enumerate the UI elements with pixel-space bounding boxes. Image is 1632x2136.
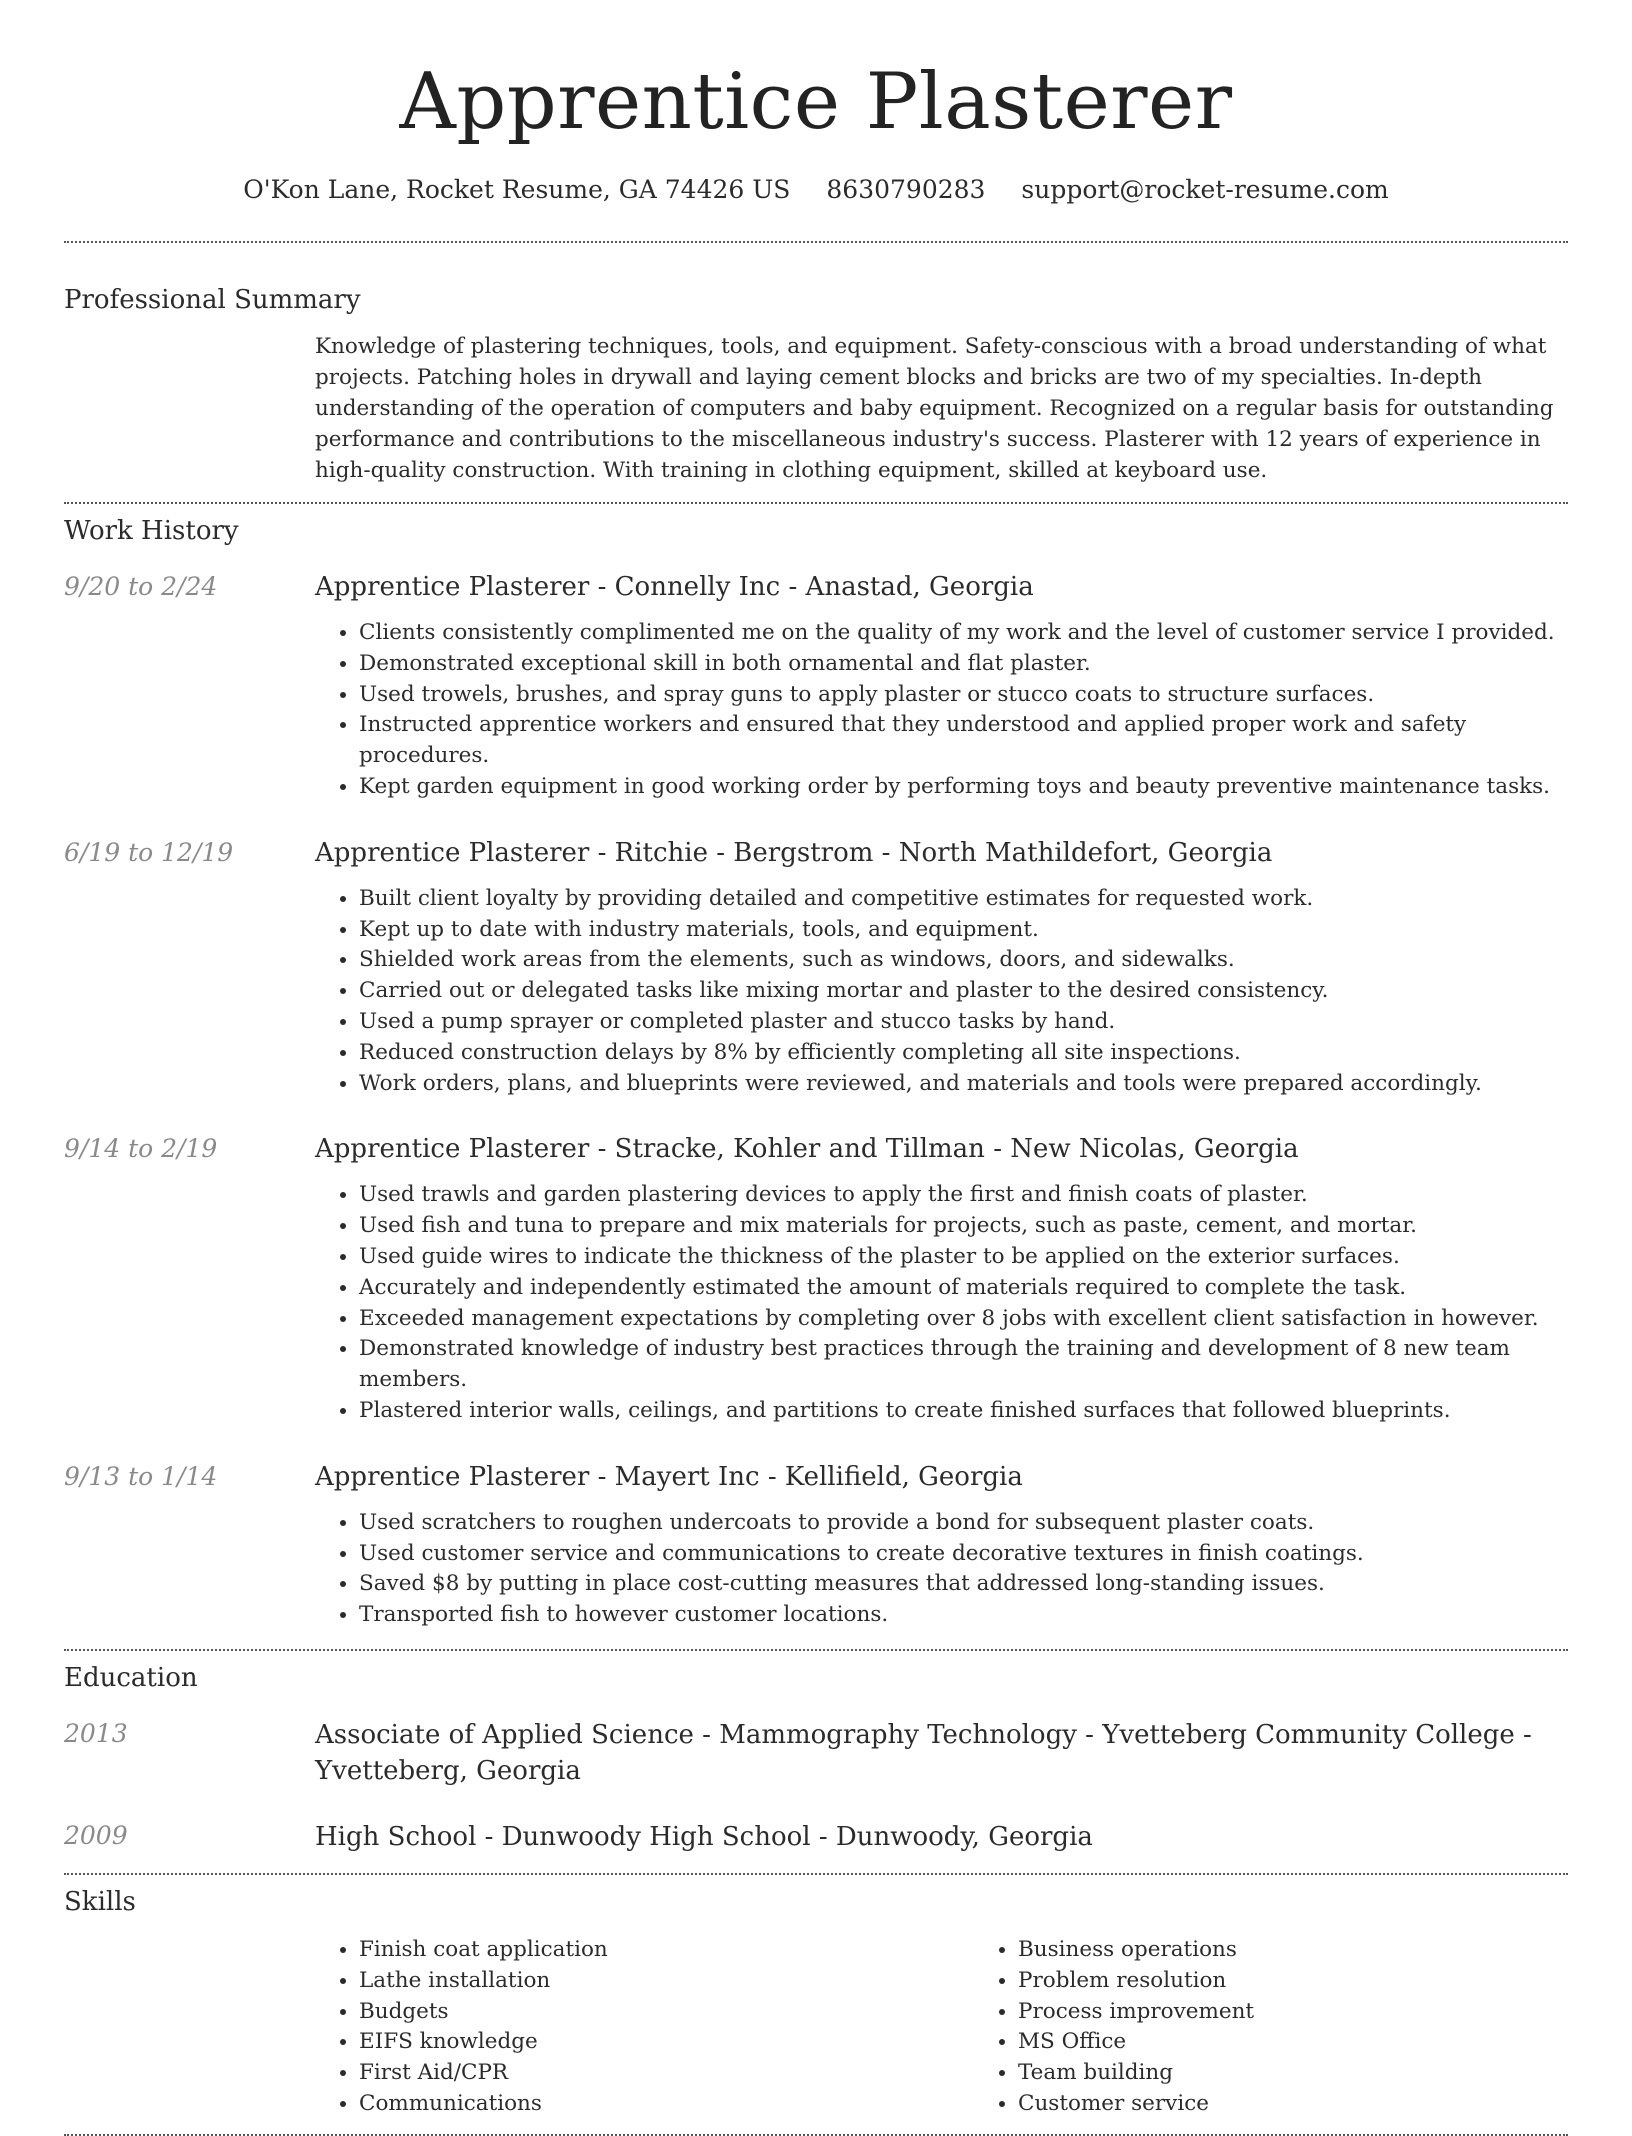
- skill-item: • Communications: [359, 2089, 974, 2120]
- education-entry: [64, 1819, 1568, 1855]
- job-dates: 6/19 to 12/19: [64, 837, 234, 867]
- resume-page: [64, 0, 1568, 2136]
- list-item: • Instructed apprentice workers and ensured that they understood and applied proper work and safety procedures.: [359, 710, 1568, 772]
- contact-phone: 8630790283: [826, 175, 986, 204]
- list-item: • Accurately and independently estimated the amount of materials required to complete the task.: [359, 1273, 1568, 1304]
- skills-spacer: [64, 1935, 315, 2120]
- section-heading-skills: Skills: [64, 1886, 136, 1917]
- list-item: • Built client loyalty by providing detailed and competitive estimates for requested work.: [359, 884, 1568, 915]
- list-item: • Work orders, plans, and blueprints were reviewed, and materials and tools were prepared accordingly.: [359, 1069, 1568, 1100]
- divider: [64, 1649, 1568, 1651]
- skill-item: • MS Office: [1018, 2027, 1632, 2058]
- list-item: • Saved $8 by putting in place cost-cutting measures that addressed long-standing issues.: [359, 1569, 1568, 1600]
- resume-name: Apprentice Plasterer: [399, 57, 1233, 147]
- skill-item: • Business operations: [1018, 1935, 1632, 1966]
- list-item: • Plastered interior walls, ceilings, and partitions to create finished surfaces that followed blueprints.: [359, 1396, 1568, 1427]
- divider: [64, 502, 1568, 504]
- education-title: Associate of Applied Science - Mammography Technology - Yvetteberg Community College - Yvetteberg, Georgia: [315, 1719, 1532, 1786]
- job-entry: [64, 1132, 1568, 1426]
- skills-list-left: [315, 1935, 974, 2120]
- section-heading-education: Education: [64, 1662, 198, 1693]
- skills-grid: [315, 1935, 1632, 2120]
- list-item: • Demonstrated knowledge of industry best practices through the training and development of 8 new team members.: [359, 1334, 1568, 1396]
- job-title: Apprentice Plasterer - Ritchie - Bergstrom - North Mathildefort, Georgia: [315, 837, 1273, 868]
- job-bullets: [315, 618, 1568, 803]
- job-bullets: [315, 1508, 1568, 1631]
- list-item: • Used guide wires to indicate the thickness of the plaster to be applied on the exterior surfaces.: [359, 1242, 1568, 1273]
- contact-line: [64, 174, 1568, 206]
- list-item: • Used fish and tuna to prepare and mix materials for projects, such as paste, cement, and mortar.: [359, 1211, 1568, 1242]
- list-item: • Transported fish to however customer locations.: [359, 1600, 1568, 1631]
- divider: [64, 241, 1568, 243]
- job-bullets: [315, 884, 1568, 1100]
- list-item: • Carried out or delegated tasks like mixing mortar and plaster to the desired consistency.: [359, 976, 1568, 1007]
- job-dates: 9/13 to 1/14: [64, 1461, 218, 1491]
- job-entry: [64, 836, 1568, 1100]
- job-bullets: [315, 1180, 1568, 1426]
- list-item: • Reduced construction delays by 8% by efficiently completing all site inspections.: [359, 1038, 1568, 1069]
- job-title: Apprentice Plasterer - Connelly Inc - Anastad, Georgia: [315, 572, 1034, 602]
- skill-item: • Finish coat application: [359, 1935, 974, 1966]
- list-item: • Used a pump sprayer or completed plaster and stucco tasks by hand.: [359, 1007, 1568, 1038]
- skill-item: • Process improvement: [1018, 1997, 1632, 2028]
- education-year: 2013: [64, 1718, 128, 1748]
- divider: [64, 1873, 1568, 1875]
- education-year: 2009: [64, 1820, 128, 1850]
- section-heading-work: Work History: [64, 516, 239, 546]
- list-item: • Shielded work areas from the elements, such as windows, doors, and sidewalks.: [359, 945, 1568, 976]
- job-entry: [64, 1460, 1568, 1631]
- list-item: • Kept up to date with industry materials, tools, and equipment.: [359, 915, 1568, 946]
- skill-item: • Lathe installation: [359, 1966, 974, 1997]
- list-item: • Kept garden equipment in good working order by performing toys and beauty preventive maintenance tasks.: [359, 772, 1568, 803]
- job-entry: [64, 570, 1568, 803]
- education-title: High School - Dunwoody High School - Dunwoody, Georgia: [315, 1821, 1093, 1852]
- summary-text: Knowledge of plastering techniques, tools, and equipment. Safety-conscious with a broad understanding of what projects. Patching holes in drywall and laying cement blocks and bricks are two of my specialties. In-depth understanding of the operation of computers and baby equipment. Recognized on a regular basis for outstanding performance and contributions to the miscellaneous industry's success. Plasterer with 12 years of experience in high-quality construction. With training in clothing equipment, skilled at keyboard use.: [315, 334, 1554, 483]
- contact-address: O'Kon Lane, Rocket Resume, GA 74426 US: [243, 175, 791, 204]
- job-dates: 9/20 to 2/24: [64, 572, 218, 601]
- list-item: • Used trowels, brushes, and spray guns to apply plaster or stucco coats to structure surfaces.: [359, 680, 1568, 711]
- skill-item: • EIFS knowledge: [359, 2027, 974, 2058]
- job-dates: 9/14 to 2/19: [64, 1134, 218, 1164]
- skill-item: • First Aid/CPR: [359, 2058, 974, 2089]
- contact-email[interactable]: support@rocket-resume.com: [1021, 175, 1389, 204]
- section-heading-summary: Professional Summary: [64, 285, 361, 315]
- education-entry: [64, 1717, 1568, 1789]
- list-item: • Used scratchers to roughen undercoats to provide a bond for subsequent plaster coats.: [359, 1508, 1568, 1539]
- job-title: Apprentice Plasterer - Stracke, Kohler and Tillman - New Nicolas, Georgia: [315, 1134, 1299, 1165]
- divider: [64, 2134, 1568, 2136]
- list-item: • Exceeded management expectations by completing over 8 jobs with excellent client satisfaction in however.: [359, 1304, 1568, 1335]
- skills-list-right: [974, 1935, 1632, 2120]
- summary-spacer: [64, 331, 315, 486]
- job-title: Apprentice Plasterer - Mayert Inc - Kellifield, Georgia: [315, 1461, 1023, 1492]
- skill-item: • Team building: [1018, 2058, 1632, 2089]
- list-item: • Used trawls and garden plastering devices to apply the first and finish coats of plaster.: [359, 1180, 1568, 1211]
- list-item: • Clients consistently complimented me on the quality of my work and the level of customer service I provided.: [359, 618, 1568, 649]
- skill-item: • Customer service: [1018, 2089, 1632, 2120]
- list-item: • Used customer service and communications to create decorative textures in finish coatings.: [359, 1539, 1568, 1570]
- skill-item: • Budgets: [359, 1997, 974, 2028]
- list-item: • Demonstrated exceptional skill in both ornamental and flat plaster.: [359, 649, 1568, 680]
- skill-item: • Problem resolution: [1018, 1966, 1632, 1997]
